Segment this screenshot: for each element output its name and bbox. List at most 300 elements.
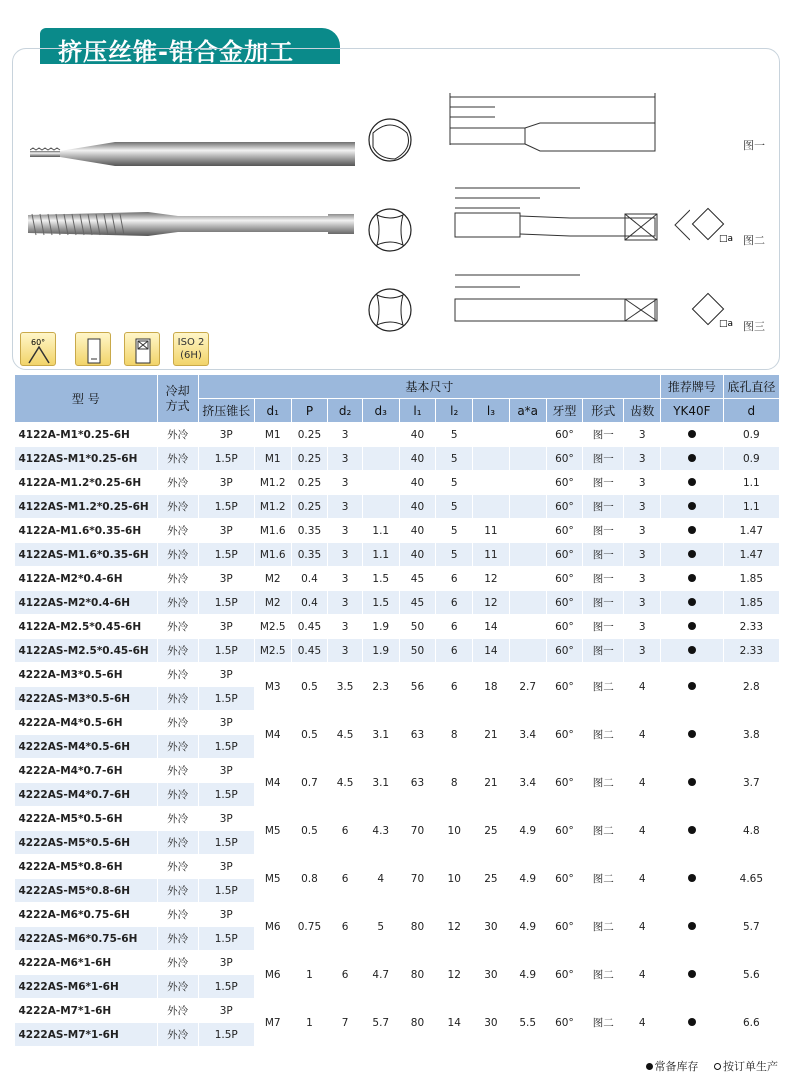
table-cell: 4.5	[328, 759, 363, 807]
table-cell	[473, 447, 510, 471]
table-cell: 63	[399, 711, 436, 759]
table-cell	[509, 423, 546, 447]
table-cell: 外冷	[157, 999, 198, 1023]
table-cell: 4122AS-M2*0.4-6H	[15, 591, 158, 615]
table-cell: 4	[624, 903, 661, 951]
table-cell: 1.5P	[198, 687, 254, 711]
table-cell: 56	[399, 663, 436, 711]
table-cell: 4	[624, 711, 661, 759]
table-cell: 图二	[583, 759, 624, 807]
in-stock-dot-icon	[688, 922, 696, 930]
legend-order: 按订单生产	[723, 1060, 778, 1073]
in-stock-dot-icon	[688, 1018, 696, 1026]
table-cell: 10	[436, 855, 473, 903]
table-cell: 3P	[198, 951, 254, 975]
table-cell: 1.5P	[198, 495, 254, 519]
table-row	[15, 591, 780, 615]
table-cell: 图一	[583, 639, 624, 663]
table-cell: 4.9	[509, 951, 546, 999]
in-stock-dot-icon	[688, 598, 696, 606]
table-cell: 6	[436, 567, 473, 591]
table-cell: 4222AS-M4*0.5-6H	[15, 735, 158, 759]
table-cell: 3P	[198, 759, 254, 783]
thread-angle-icon	[20, 332, 56, 366]
table-cell: 0.35	[291, 543, 328, 567]
spec-table	[14, 374, 780, 1047]
drawing-figure-3	[420, 265, 690, 335]
table-cell: 0.5	[291, 807, 328, 855]
table-cell: 4122A-M1.6*0.35-6H	[15, 519, 158, 543]
legend	[646, 1058, 779, 1074]
table-cell: 外冷	[157, 495, 198, 519]
table-cell: 3P	[198, 903, 254, 927]
subheader-cell: a*a	[509, 399, 546, 423]
square-shank-icon	[124, 332, 160, 366]
table-cell: 1.1	[362, 543, 399, 567]
in-stock-dot-icon	[688, 502, 696, 510]
table-cell: 2.33	[723, 615, 779, 639]
table-cell: 外冷	[157, 759, 198, 783]
table-cell: M1.6	[254, 519, 291, 543]
subheader-cell: 牙型	[546, 399, 583, 423]
cross-section-1	[365, 115, 415, 165]
table-cell: 25	[473, 807, 510, 855]
subheader-cell: 形式	[583, 399, 624, 423]
table-row	[15, 495, 780, 519]
table-cell: 21	[473, 711, 510, 759]
table-cell	[473, 423, 510, 447]
table-cell: 1	[291, 951, 328, 999]
table-cell: 1.5	[362, 591, 399, 615]
table-cell: 30	[473, 999, 510, 1047]
table-cell: 4	[624, 759, 661, 807]
table-cell	[509, 543, 546, 567]
table-cell: M1.6	[254, 543, 291, 567]
subheader-cell: d₁	[254, 399, 291, 423]
table-cell: 4222A-M5*0.8-6H	[15, 855, 158, 879]
iso-line-1: ISO 2	[177, 337, 205, 348]
table-row	[15, 759, 780, 783]
table-cell: M2.5	[254, 639, 291, 663]
table-cell	[509, 519, 546, 543]
table-cell: 4222AS-M5*0.8-6H	[15, 879, 158, 903]
table-cell: 1.5P	[198, 975, 254, 999]
header-brand: 推荐牌号	[661, 375, 724, 399]
table-cell: 1.85	[723, 591, 779, 615]
table-cell: 8	[436, 759, 473, 807]
table-cell: 60°	[546, 471, 583, 495]
table-cell: 4222AS-M6*0.75-6H	[15, 927, 158, 951]
table-cell: 60°	[546, 951, 583, 999]
table-cell: 4	[362, 855, 399, 903]
table-cell	[509, 615, 546, 639]
svg-text:□a: □a	[719, 234, 734, 244]
table-cell: 图一	[583, 495, 624, 519]
table-row	[15, 663, 780, 687]
table-cell: 40	[399, 447, 436, 471]
table-cell: 外冷	[157, 591, 198, 615]
table-cell: 1.5	[362, 567, 399, 591]
table-cell: 3	[624, 423, 661, 447]
table-cell: 4.8	[723, 807, 779, 855]
table-cell: 图一	[583, 591, 624, 615]
stock-status-cell	[661, 807, 724, 855]
table-cell: 图一	[583, 471, 624, 495]
square-view-3	[685, 290, 735, 330]
table-cell: 5	[436, 447, 473, 471]
stock-status-cell	[661, 855, 724, 903]
table-cell: 图一	[583, 519, 624, 543]
table-cell: 1.85	[723, 567, 779, 591]
table-cell: 外冷	[157, 855, 198, 879]
table-cell: 60°	[546, 903, 583, 951]
table-cell: 3	[624, 567, 661, 591]
table-cell: 4	[624, 951, 661, 999]
table-cell: 0.25	[291, 495, 328, 519]
table-cell: 3P	[198, 807, 254, 831]
stock-status-cell	[661, 639, 724, 663]
in-stock-dot-icon	[688, 430, 696, 438]
table-cell: 0.25	[291, 423, 328, 447]
table-cell: 3	[624, 543, 661, 567]
table-row	[15, 447, 780, 471]
table-cell: 图一	[583, 543, 624, 567]
subheader-cell: d₂	[328, 399, 363, 423]
table-cell: 图二	[583, 903, 624, 951]
table-cell: 4222A-M4*0.7-6H	[15, 759, 158, 783]
table-cell: 0.8	[291, 855, 328, 903]
table-cell: 70	[399, 855, 436, 903]
table-cell: 60°	[546, 663, 583, 711]
table-cell: 3	[328, 615, 363, 639]
table-cell: 1.1	[362, 519, 399, 543]
table-cell: 6	[436, 663, 473, 711]
table-cell: 3P	[198, 999, 254, 1023]
table-cell: 6	[328, 807, 363, 855]
table-cell	[509, 495, 546, 519]
subheader-cell: 挤压锥长	[198, 399, 254, 423]
table-cell: 60°	[546, 447, 583, 471]
table-cell: 1.9	[362, 639, 399, 663]
table-cell: 3P	[198, 855, 254, 879]
table-cell: 4	[624, 807, 661, 855]
table-cell: 3.5	[328, 663, 363, 711]
table-cell: 2.3	[362, 663, 399, 711]
table-cell: 1.9	[362, 615, 399, 639]
table-cell: M2.5	[254, 615, 291, 639]
table-cell: 14	[436, 999, 473, 1047]
table-cell: 4	[624, 663, 661, 711]
table-cell: 4	[624, 855, 661, 903]
table-cell: 4122A-M2*0.4-6H	[15, 567, 158, 591]
square-view-2	[685, 205, 735, 245]
in-stock-dot-icon	[688, 970, 696, 978]
table-cell: 外冷	[157, 543, 198, 567]
table-cell: 4122A-M1*0.25-6H	[15, 423, 158, 447]
table-cell: 0.9	[723, 447, 779, 471]
in-stock-dot-icon	[688, 730, 696, 738]
table-cell: 3	[328, 423, 363, 447]
table-cell: 4.9	[509, 807, 546, 855]
table-cell: 外冷	[157, 423, 198, 447]
table-cell: 5	[362, 903, 399, 951]
table-row	[15, 999, 780, 1023]
table-cell: 图一	[583, 447, 624, 471]
stock-status-cell	[661, 567, 724, 591]
in-stock-dot-icon	[688, 682, 696, 690]
table-cell: 外冷	[157, 807, 198, 831]
table-cell: 3.7	[723, 759, 779, 807]
subheader-cell: l₃	[473, 399, 510, 423]
table-cell: 3	[624, 615, 661, 639]
table-cell: 4122AS-M2.5*0.45-6H	[15, 639, 158, 663]
table-cell: 3	[328, 447, 363, 471]
table-cell: 0.45	[291, 639, 328, 663]
table-row	[15, 903, 780, 927]
table-cell: 2.7	[509, 663, 546, 711]
table-cell: M4	[254, 759, 291, 807]
stock-status-cell	[661, 663, 724, 711]
figure-label-3: 图三	[743, 320, 765, 333]
table-cell: 外冷	[157, 879, 198, 903]
stock-status-cell	[661, 471, 724, 495]
table-cell: 3	[328, 471, 363, 495]
table-cell: M7	[254, 999, 291, 1047]
table-cell: M1.2	[254, 471, 291, 495]
table-cell: 60°	[546, 423, 583, 447]
table-cell: 6	[328, 903, 363, 951]
table-cell: 外冷	[157, 567, 198, 591]
table-cell: 1.5P	[198, 543, 254, 567]
table-cell	[509, 591, 546, 615]
stock-status-cell	[661, 759, 724, 807]
table-cell: 10	[436, 807, 473, 855]
table-cell: 6	[436, 615, 473, 639]
table-cell: 4222A-M3*0.5-6H	[15, 663, 158, 687]
table-row	[15, 615, 780, 639]
table-cell: 6	[436, 591, 473, 615]
table-cell: 3	[328, 567, 363, 591]
table-cell: 60°	[546, 519, 583, 543]
table-cell: 4222AS-M5*0.5-6H	[15, 831, 158, 855]
table-cell: 4.3	[362, 807, 399, 855]
table-cell: 5	[436, 495, 473, 519]
table-cell: 5.6	[723, 951, 779, 999]
table-cell: 6	[328, 855, 363, 903]
table-cell: 图一	[583, 567, 624, 591]
table-cell	[509, 447, 546, 471]
table-row	[15, 855, 780, 879]
table-cell: 外冷	[157, 1023, 198, 1047]
table-cell: 0.9	[723, 423, 779, 447]
table-row	[15, 567, 780, 591]
table-cell: 外冷	[157, 615, 198, 639]
stock-status-cell	[661, 543, 724, 567]
table-cell: 4222A-M6*0.75-6H	[15, 903, 158, 927]
table-cell: M5	[254, 807, 291, 855]
stock-status-cell	[661, 447, 724, 471]
table-cell: 外冷	[157, 687, 198, 711]
table-cell: 图一	[583, 615, 624, 639]
order-circle-icon	[714, 1063, 721, 1070]
table-cell: 3	[328, 639, 363, 663]
table-cell: 3	[624, 495, 661, 519]
table-cell: 外冷	[157, 711, 198, 735]
table-cell	[473, 471, 510, 495]
stock-status-cell	[661, 591, 724, 615]
table-cell	[362, 423, 399, 447]
table-cell: 80	[399, 903, 436, 951]
drawing-figure-1	[420, 85, 680, 175]
table-cell: 1.47	[723, 519, 779, 543]
in-stock-dot-icon	[688, 778, 696, 786]
table-cell: 11	[473, 519, 510, 543]
stock-status-cell	[661, 711, 724, 759]
in-stock-dot-icon	[688, 826, 696, 834]
iso-line-2: (6H)	[180, 350, 202, 361]
table-cell: 3.4	[509, 759, 546, 807]
table-cell: 3.8	[723, 711, 779, 759]
table-cell: 5.7	[362, 999, 399, 1047]
table-cell: 40	[399, 543, 436, 567]
table-cell: 1.5P	[198, 783, 254, 807]
table-cell: 14	[473, 615, 510, 639]
in-stock-dot-icon	[688, 574, 696, 582]
table-cell: 外冷	[157, 951, 198, 975]
table-cell: 60°	[546, 807, 583, 855]
table-cell: 0.5	[291, 711, 328, 759]
stock-status-cell	[661, 519, 724, 543]
header-hole: 底孔直径	[723, 375, 779, 399]
table-cell: 图二	[583, 807, 624, 855]
figure-label-1: 图一	[743, 139, 765, 152]
subheader-cell: d₃	[362, 399, 399, 423]
table-cell: 60°	[546, 711, 583, 759]
table-cell: 0.4	[291, 567, 328, 591]
table-cell: 图二	[583, 855, 624, 903]
table-cell: 12	[436, 903, 473, 951]
table-cell: 30	[473, 951, 510, 999]
table-cell: 外冷	[157, 975, 198, 999]
table-cell: 4222A-M4*0.5-6H	[15, 711, 158, 735]
table-cell: 1.5P	[198, 639, 254, 663]
table-cell: 60°	[546, 591, 583, 615]
table-cell: M2	[254, 591, 291, 615]
table-cell: 50	[399, 615, 436, 639]
in-stock-dot-icon	[688, 874, 696, 882]
table-row	[15, 423, 780, 447]
table-cell: 5.7	[723, 903, 779, 951]
table-row	[15, 519, 780, 543]
table-cell: 80	[399, 951, 436, 999]
in-stock-dot-icon	[688, 454, 696, 462]
table-cell: 1	[291, 999, 328, 1047]
table-cell: 0.25	[291, 471, 328, 495]
figure-label-2: 图二	[743, 234, 765, 247]
table-cell: 1.5P	[198, 927, 254, 951]
table-cell: 14	[473, 639, 510, 663]
table-cell: 3	[624, 591, 661, 615]
table-cell: 4.65	[723, 855, 779, 903]
table-cell	[509, 471, 546, 495]
table-cell: 1.1	[723, 495, 779, 519]
table-cell: 0.25	[291, 447, 328, 471]
table-cell: 3P	[198, 423, 254, 447]
table-cell: 4122AS-M1.6*0.35-6H	[15, 543, 158, 567]
table-cell: 外冷	[157, 927, 198, 951]
stock-status-cell	[661, 615, 724, 639]
subheader-cell: l₁	[399, 399, 436, 423]
table-cell: 4222AS-M6*1-6H	[15, 975, 158, 999]
table-cell: 4222A-M6*1-6H	[15, 951, 158, 975]
table-cell: 45	[399, 591, 436, 615]
table-cell: 40	[399, 519, 436, 543]
table-cell: 5	[436, 423, 473, 447]
table-cell: 1.1	[723, 471, 779, 495]
table-cell: 3P	[198, 615, 254, 639]
section-title: 挤压丝锥-铝合金加工	[58, 38, 294, 66]
table-cell: 外冷	[157, 519, 198, 543]
table-cell: 4.9	[509, 855, 546, 903]
table-row	[15, 639, 780, 663]
table-cell: 外冷	[157, 471, 198, 495]
table-cell: 5	[436, 519, 473, 543]
table-cell: 5	[436, 543, 473, 567]
table-cell: M4	[254, 711, 291, 759]
table-cell: 80	[399, 999, 436, 1047]
table-cell: M6	[254, 951, 291, 999]
table-cell: 5.5	[509, 999, 546, 1047]
table-cell: 3	[624, 447, 661, 471]
tap-photo-2	[28, 200, 358, 250]
table-cell: 12	[473, 567, 510, 591]
table-cell: 4.5	[328, 711, 363, 759]
table-cell: 5	[436, 471, 473, 495]
table-cell: 4122AS-M1*0.25-6H	[15, 447, 158, 471]
stock-status-cell	[661, 495, 724, 519]
table-cell: 0.75	[291, 903, 328, 951]
table-cell: 30	[473, 903, 510, 951]
angle-label: 60°	[31, 338, 46, 347]
table-cell: 60°	[546, 567, 583, 591]
table-cell: 3	[624, 639, 661, 663]
table-cell: 4222AS-M7*1-6H	[15, 1023, 158, 1047]
table-cell: 外冷	[157, 735, 198, 759]
stock-status-cell	[661, 423, 724, 447]
in-stock-dot-icon	[688, 646, 696, 654]
table-row	[15, 711, 780, 735]
table-cell: 3	[624, 519, 661, 543]
table-cell: 11	[473, 543, 510, 567]
table-cell: 45	[399, 567, 436, 591]
table-cell: 40	[399, 471, 436, 495]
legend-stock: 常备库存	[654, 1060, 699, 1073]
table-cell	[362, 471, 399, 495]
table-cell: 外冷	[157, 831, 198, 855]
table-cell: 4122AS-M1.2*0.25-6H	[15, 495, 158, 519]
table-cell: 60°	[546, 615, 583, 639]
header-model: 型 号	[15, 375, 158, 423]
table-cell: 60°	[546, 639, 583, 663]
table-cell	[362, 447, 399, 471]
table-row	[15, 471, 780, 495]
table-cell: 3	[328, 519, 363, 543]
table-cell: 图二	[583, 951, 624, 999]
subheader-cell: d	[723, 399, 779, 423]
table-cell: 3P	[198, 519, 254, 543]
table-row	[15, 543, 780, 567]
table-cell: 图二	[583, 663, 624, 711]
